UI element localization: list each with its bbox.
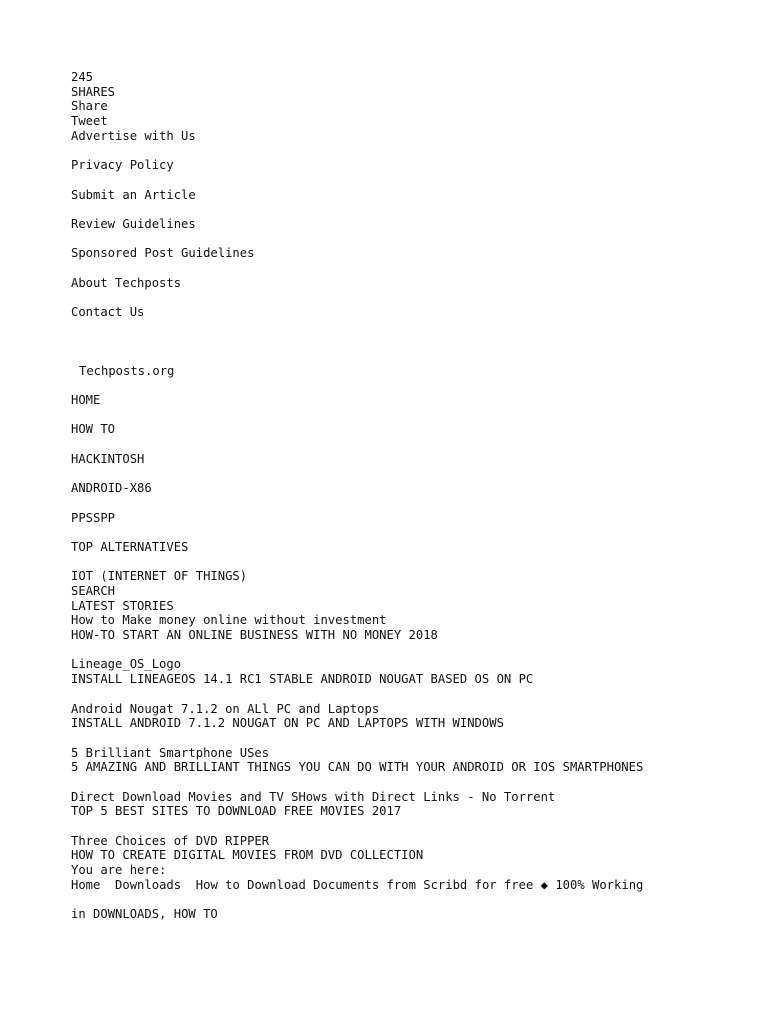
nav-item-top-alternatives[interactable]: TOP ALTERNATIVES <box>71 539 189 554</box>
submit-article-link[interactable]: Submit an Article <box>71 187 196 202</box>
story-title[interactable]: INSTALL LINEAGEOS 14.1 RC1 STABLE ANDROID NOUGAT BASED OS ON PC <box>71 672 534 687</box>
about-techposts-link[interactable]: About Techposts <box>71 275 182 290</box>
breadcrumb-trail <box>71 878 761 893</box>
page-content <box>71 70 761 922</box>
nav-item-home[interactable]: HOME <box>71 393 101 408</box>
nav-item-iot[interactable]: IOT (INTERNET OF THINGS) <box>71 569 248 584</box>
privacy-policy-link[interactable]: Privacy Policy <box>71 158 174 173</box>
story-title[interactable]: HOW TO CREATE DIGITAL MOVIES FROM DVD COLLECTION <box>71 848 424 863</box>
story-image-alt[interactable]: How to Make money online without investment <box>71 613 387 628</box>
story-image-alt[interactable]: Android Nougat 7.1.2 on ALl PC and Laptops <box>71 701 380 716</box>
footer-links <box>71 129 761 320</box>
search-button[interactable]: SEARCH <box>71 584 116 598</box>
latest-stories-heading: LATEST STORIES <box>71 598 174 613</box>
tweet-button[interactable]: Tweet <box>71 114 108 129</box>
share-count: 245 <box>71 70 94 84</box>
latest-stories <box>71 599 761 863</box>
categories-prefix: in <box>71 907 86 922</box>
share-count-label: SHARES <box>71 84 116 99</box>
breadcrumb-downloads-link[interactable]: Downloads <box>115 877 182 892</box>
nav-item-ppsspp[interactable]: PPSSPP <box>71 510 116 525</box>
categories-links[interactable]: DOWNLOADS, HOW TO <box>93 907 218 922</box>
breadcrumb-home-link[interactable]: Home <box>71 877 101 892</box>
story-title[interactable]: TOP 5 BEST SITES TO DOWNLOAD FREE MOVIES 2017 <box>71 804 402 819</box>
breadcrumb <box>71 863 761 892</box>
post-categories <box>71 907 761 922</box>
breadcrumb-label: You are here: <box>71 863 167 878</box>
story-title[interactable]: INSTALL ANDROID 7.1.2 NOUGAT ON PC AND LAPTOPS WITH WINDOWS <box>71 716 504 731</box>
story-image-alt[interactable]: Lineage_OS_Logo <box>71 657 182 672</box>
share-button[interactable]: Share <box>71 99 108 114</box>
story-title[interactable]: HOW-TO START AN ONLINE BUSINESS WITH NO MONEY 2018 <box>71 628 438 643</box>
story-image-alt[interactable]: Direct Download Movies and TV SHows with Direct Links - No Torrent <box>71 789 556 804</box>
story-title[interactable]: 5 AMAZING AND BRILLIANT THINGS YOU CAN DO WITH YOUR ANDROID OR IOS SMARTPHONES <box>71 760 644 775</box>
nav-item-android-x86[interactable]: ANDROID-X86 <box>71 481 152 496</box>
site-logo-link[interactable]: Techposts.org <box>79 363 175 378</box>
share-bar <box>71 70 761 129</box>
story-image-alt[interactable]: Three Choices of DVD RIPPER <box>71 833 270 848</box>
main-nav <box>71 393 761 584</box>
sponsored-post-guidelines-link[interactable]: Sponsored Post Guidelines <box>71 246 255 261</box>
nav-item-how-to[interactable]: HOW TO <box>71 422 116 437</box>
advertise-link[interactable]: Advertise with Us <box>71 128 196 143</box>
story-image-alt[interactable]: 5 Brilliant Smartphone USes <box>71 745 270 760</box>
contact-us-link[interactable]: Contact Us <box>71 305 145 319</box>
breadcrumb-current: How to Download Documents from Scribd for free ◆ 100% Working <box>195 877 644 892</box>
review-guidelines-link[interactable]: Review Guidelines <box>71 216 196 231</box>
nav-item-hackintosh[interactable]: HACKINTOSH <box>71 451 145 466</box>
